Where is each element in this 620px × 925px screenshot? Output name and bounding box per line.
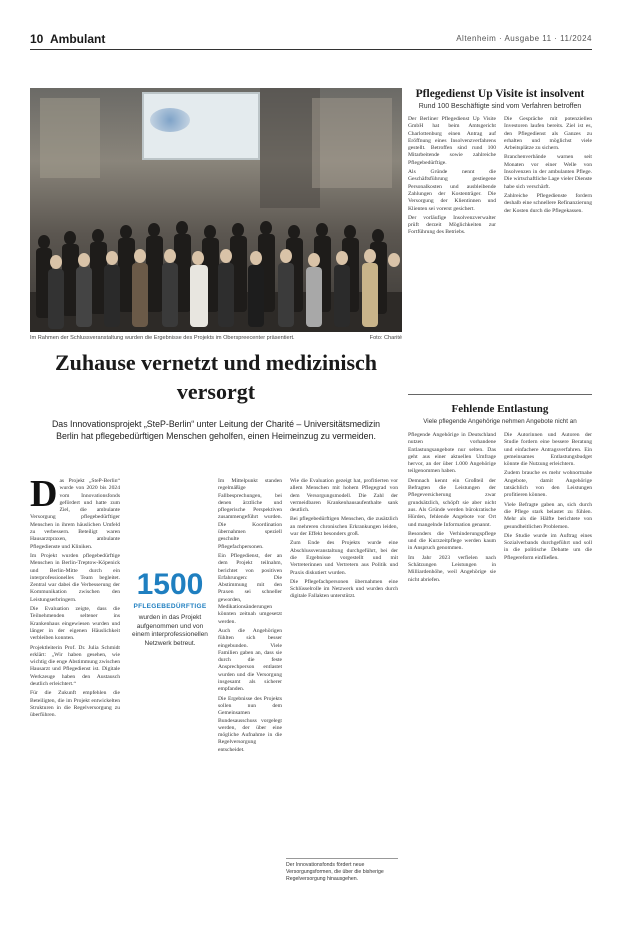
drop-cap: D: [30, 478, 58, 515]
infobox-number: 1500: [136, 568, 204, 601]
news-headline-insolvency: Pflegedienst Up Visite ist insolvent: [415, 88, 585, 100]
page-number: 10: [30, 32, 44, 46]
paragraph: Viele Befragte gaben an, sich durch die Pflege stark belastet zu fühlen. Mehr als die Hälfte berichtete von gesundheitlichen Problemen.: [504, 501, 592, 530]
paragraph: Bei pflegebedürftigen Menschen, die zusätzlich an mehreren chronischen Erkrankungen leiden, war der Effekt besonders groß.: [290, 516, 398, 538]
photo-projection-screen: [142, 92, 260, 160]
photo-caption: [30, 332, 402, 344]
news-headline-relief: Fehlende Entlastung: [451, 403, 549, 415]
relief-column-a: [408, 432, 496, 888]
paragraph: Im Projekt wurden pflegebedürftige Menschen in Berlin-Treptow-Köpenick und Berlin-Mitte durch ein interprofessionelles Team begleitet. Zentral war dabei die Verbesserung der Kommunikation zwischen den Leistungserbringern.: [30, 552, 120, 603]
paragraph: Für die Zukunft empfehlen die Beteiligten, die im Projekt entwickelten Strukturen in die Regelversorgung zu überführen.: [30, 690, 120, 719]
infobox-label: PFLEGEBEDÜRFTIGE: [133, 603, 207, 610]
relief-column-b: [504, 432, 592, 888]
paragraph: Im Mittelpunkt standen regelmäßige Fallbesprechungen, bei denen ärztliche und pflegerische Perspektiven zusammengeführt wurden. Die Koordination übernahmen speziell geschulte Pflegefachpersonen.: [218, 478, 282, 550]
paragraph: Pflegende Angehörige in Deutschland nutzen vorhandene Entlastungsangebote nur selten. Das geht aus einer aktuellen Umfrage hervor, an der über 1.000 Angehörige teilgenommen haben.: [408, 432, 496, 475]
page-header: [30, 30, 592, 50]
caption-text: Im Rahmen der Schlussveranstaltung wurden die Ergebnisse des Projekts im Oberspreecenter präsentiert.: [30, 335, 295, 341]
insolvency-column-a: [408, 116, 496, 382]
article-column-3: [290, 478, 398, 854]
fact-box: Der Innovationsfonds fördert neue Versorgungsformen, die über die bisherige Regelversorgung hinausgehen.: [286, 858, 398, 883]
paragraph: as Projekt „SteP-Berlin“ wurde von 2020 bis 2024 vom Innovationsfonds gefördert und hatte zum Ziel, die ambulante Versorgung pflegebedürftiger Menschen in ihrem häuslichen Umfeld zu verbessern. Beteiligt waren Hausarztpraxen, ambulante Pflegedienste und Kliniken.: [30, 478, 120, 550]
article-photo: [30, 88, 402, 332]
photo-credit: Foto: Charité: [369, 335, 402, 341]
article-subhead: Das Innovationsprojekt „SteP-Berlin“ unter Leitung der Charité – Universitätsmedizin Berlin hat pflegebedürftigen Menschen geholfen, einen Heimeinzug zu vermeiden.: [51, 419, 381, 441]
paragraph: Der vorläufige Insolvenzverwalter prüft derzeit Möglichkeiten zur Fortführung des Betriebs.: [408, 214, 496, 236]
photo-window: [40, 98, 100, 178]
paragraph: Besonders die Verhinderungspflege und die Kurzzeitpflege werden kaum in Anspruch genommen.: [408, 530, 496, 552]
paragraph: Im Jahr 2023 verfielen nach Schätzungen Leistungen in Milliardenhöhe, weil Angehörige sie nicht abriefen.: [408, 554, 496, 583]
paragraph: Auch die Angehörigen fühlten sich besser eingebunden. Viele Familien gaben an, dass sie durch die feste Ansprechperson entlastet wurden und die Versorgung insgesamt als sicherer empfanden.: [218, 627, 282, 693]
photo-group-of-people: [30, 172, 402, 332]
paragraph: Wie die Evaluation gezeigt hat, profitierten vor allem Menschen mit hohem Pflegegrad von dem Versorgungsmodell. Die Zahl der vermeidbaren Krankenhausaufenthalte sank deutlich.: [290, 478, 398, 514]
paragraph: Die Pflegefachpersonen übernahmen eine Schlüsselrolle im Netzwerk und wurden durch digitale Fallakten unterstützt.: [290, 578, 398, 600]
paragraph: Zum Ende des Projekts wurde eine Abschlussveranstaltung durchgeführt, bei der die Ergebnisse vorgestellt und mit Vertreterinnen und Vertretern aus Politik und Praxis diskutiert wurden.: [290, 540, 398, 576]
paragraph: Zahlreiche Pflegedienste fordern deshalb eine schnellere Refinanzierung der Kosten durch die Pflegekassen.: [504, 192, 592, 214]
paragraph: Als Gründe nennt die Geschäftsführung gestiegene Personalkosten und ausbleibende Zahlungen der Kostenträger. Die Versorgung der Klientinnen und Klienten sei vorerst gesichert.: [408, 169, 496, 212]
article-column-2: [218, 478, 282, 888]
paragraph: Die Studie wurde im Auftrag eines Sozialverbands durchgeführt und soll in die politische Debatte um die Pflegereform einfließen.: [504, 532, 592, 561]
infobox-text: wurden in das Projekt aufgenommen und von einem interprofessionellen Netzwerk betreut.: [132, 614, 208, 647]
insolvency-column-b: [504, 116, 592, 382]
article-column-1: [30, 478, 120, 888]
paragraph: Projektleiterin Prof. Dr. Julia Schmidt erklärt: „Wir haben gesehen, wie wichtig die enge Abstimmung zwischen Hausarzt und Pflegedienst ist. Digitale Werkzeuge haben den Austausch deutlich erleichtert.“: [30, 644, 120, 688]
paragraph: Die Ergebnisse des Projekts sollen nun dem Gemeinsamen Bundesausschuss vorgelegt werden, der über eine mögliche Aufnahme in die Regelversorgung entscheidet.: [218, 695, 282, 753]
dateline: Altenheim · Ausgabe 11 · 11/2024: [456, 34, 592, 43]
paragraph: Der Berliner Pflegedienst Up Visite GmbH hat beim Amtsgericht Charlottenburg einen Antrag auf Eröffnung eines Insolvenzverfahrens gestellt. Betroffen sind rund 100 Mitarbeitende sowie zahlreiche Pflegebedürftige.: [408, 116, 496, 166]
paragraph: Branchenverbände warnen seit Monaten vor einer Welle von Insolvenzen in der ambulanten Pflege. Die wirtschaftliche Lage vieler Dienste habe sich verschärft.: [504, 154, 592, 190]
paragraph: Die Autorinnen und Autoren der Studie fordern eine bessere Beratung und einfachere Antragsverfahren. Ein gemeinsames Entlastungsbudget könnte die Nutzung erleichtern.: [504, 432, 592, 468]
paragraph: Zudem brauche es mehr wohnortnahe Angebote, damit Angehörige tatsächlich von den Leistungen profitieren können.: [504, 470, 592, 499]
article-headline: Zuhause vernetzt und medizinisch versorgt: [54, 350, 378, 404]
section-title: Ambulant: [50, 32, 106, 46]
paragraph: Die Evaluation zeigte, dass die Teilnehmenden seltener ins Krankenhaus eingewiesen wurden und länger in der eigenen Häuslichkeit verbleiben konnten.: [30, 606, 120, 642]
divider: [408, 394, 592, 395]
news-subhead-insolvency: Rund 100 Beschäftigte sind vom Verfahren betroffen: [418, 103, 582, 110]
paragraph: Ein Pflegedienst, der an dem Projekt teilnahm, berichtet von positiven Erfahrungen: Die Abstimmung mit den Praxen sei schneller geworden, Medikationsänderungen könnten zeitnah umgesetzt werden.: [218, 552, 282, 625]
paragraph: Die Gespräche mit potenziellen Investoren laufen bereits. Ziel ist es, den Pflegedienst als Ganzes zu erhalten und möglichst viele Arbeitsplätze zu sichern.: [504, 116, 592, 152]
paragraph: Demnach kennt ein Großteil der Befragten die Leistungen der Pflegeversicherung zwar grundsätzlich, schöpft sie aber nicht aus. Als Gründe werden bürokratische Hürden, fehlende Angebote vor Ort und mangelnde Information genannt.: [408, 477, 496, 528]
news-subhead-relief: Viele pflegende Angehörige nehmen Angebote nicht an: [423, 418, 577, 425]
